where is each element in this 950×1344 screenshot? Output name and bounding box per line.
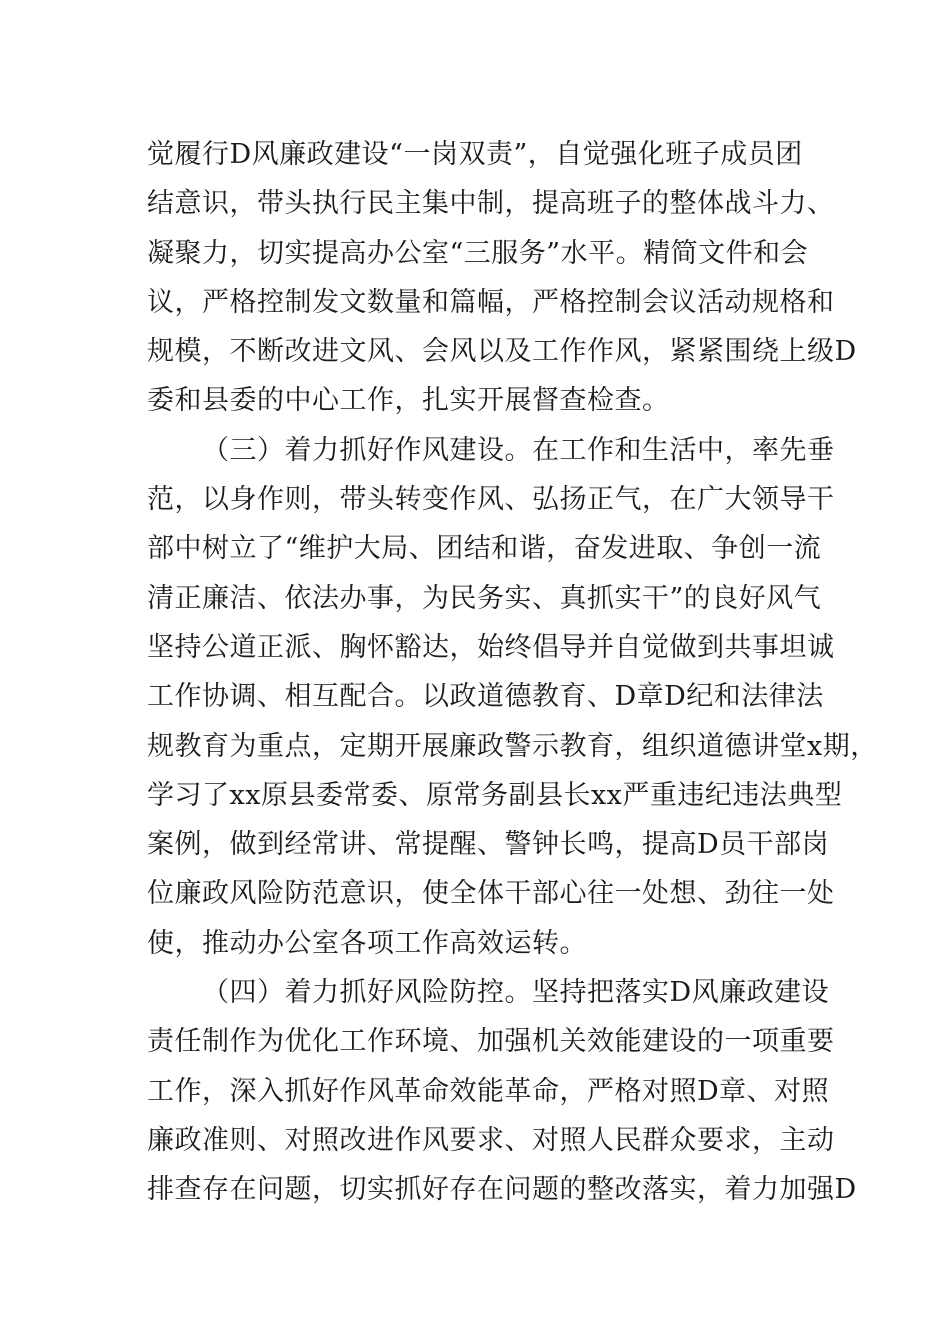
- text-line: 结意识，带头执行民主集中制，提高班子的整体战斗力、: [147, 188, 835, 220]
- text-line: 规模，不断改进文风、会风以及工作作风，紧紧围绕上级D: [147, 336, 857, 368]
- text-line: 凝聚力，切实提高办公室“三服务”水平。精简文件和会: [147, 237, 809, 269]
- text-line: 排查存在问题，切实抓好存在问题的整改落实，着力加强D: [147, 1174, 857, 1206]
- text-line: 位廉政风险防范意识，使全体干部心往一处想、劲往一处: [147, 878, 835, 910]
- text-line: 清正廉洁、依法办事，为民务实、真抓实干”的良好风气: [147, 582, 822, 614]
- paragraph-start-line: （四）着力抓好风险防控。坚持把落实D风廉政建设: [202, 977, 830, 1009]
- text-line: 规教育为重点，定期开展廉政警示教育，组织道德讲堂x期，: [147, 730, 878, 762]
- text-line: 议，严格控制发文数量和篇幅，严格控制会议活动规格和: [147, 286, 835, 318]
- text-line: 责任制作为优化工作环境、加强机关效能建设的一项重要: [147, 1026, 835, 1058]
- text-line: 委和县委的中心工作，扎实开展督查检查。: [147, 385, 670, 417]
- text-line: 范，以身作则，带头转变作风、弘扬正气，在广大领导干: [147, 484, 835, 516]
- text-line: 案例，做到经常讲、常提醒、警钟长鸣，提高D员干部岗: [147, 829, 830, 861]
- text-line: 使，推动办公室各项工作高效运转。: [147, 927, 587, 959]
- paragraph-start-line: （三）着力抓好作风建设。在工作和生活中，率先垂: [202, 434, 835, 466]
- text-line: 坚持公道正派、胸怀豁达，始终倡导并自觉做到共事坦诚: [147, 631, 835, 663]
- text-line: 工作协调、相互配合。以政道德教育、D章D纪和法律法: [147, 681, 824, 713]
- text-line: 觉履行D风廉政建设“一岗双责”，自觉强化班子成员团: [147, 139, 803, 170]
- text-line: 学习了xx原县委常委、原常务副县长xx严重违纪违法典型: [147, 779, 843, 811]
- text-line: 廉政准则、对照改进作风要求、对照人民群众要求，主动: [147, 1124, 835, 1156]
- text-line: 工作，深入抓好作风革命效能革命，严格对照D章、对照: [147, 1075, 830, 1107]
- text-line: 部中树立了“维护大局、团结和谐，奋发进取、争创一流: [147, 533, 822, 565]
- body-text: [147, 130, 878, 1215]
